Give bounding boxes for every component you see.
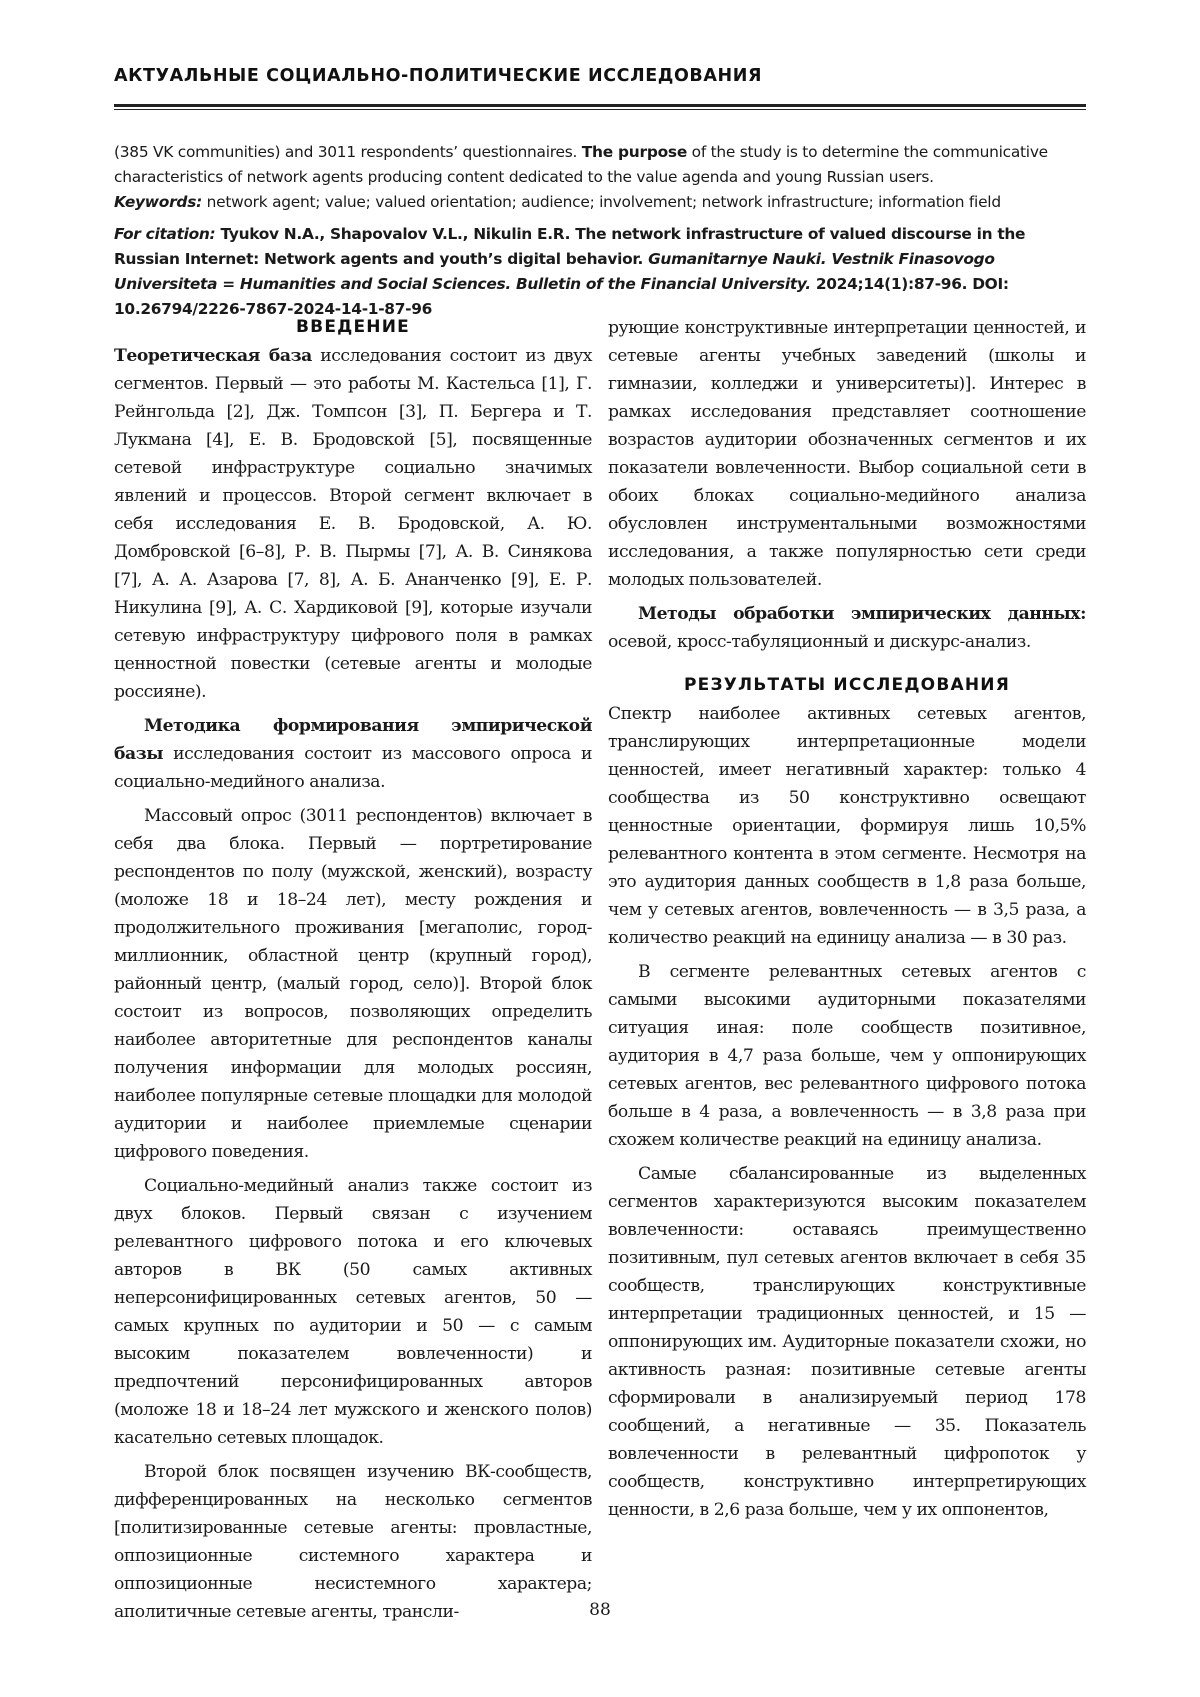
citation-details: 2024;14(1):87-96. DOI: 10.26794/2226-7867-2024-14-1-87-96 — [114, 275, 1009, 318]
paragraph-continuation: рующие конструктивные интерпретации ценностей, и сетевые агенты учебных заведений (школы и гимназии, колледжи и университеты)]. Интерес в рамках исследования представляет соотношение возрастов аудитории обозначенных сегментов и их показатели вовлеченности. Выбор социальной сети в обоих блоках социально-медийного анализа обусловлен инструментальными возможностями исследования, а также популярностью сети среди молодых пользователей. — [608, 318, 1086, 590]
keywords-label: Keywords: — [114, 193, 203, 211]
right-column — [608, 314, 1086, 1524]
method-text: исследования состоит из массового опроса и социально-медийного анализа. — [114, 744, 592, 792]
header-rule-thin — [114, 109, 1086, 110]
theory-bold: Теоретическая база — [114, 346, 312, 366]
theory-text: исследования состоит из двух сегментов. Первый — это работы М. Кастельса [1], Г. Рейнгольда [2], Дж. Томпсон [3], П. Бергера и Т. Лукмана [4], Е. В. Бродовской [5], посвященные сетевой инфраструктуре социально значимых явлений и процессов. Второй сегмент включает в себя исследования Е. В. Бродовской, А. Ю. Домбровской [6–8], Р. В. Пырмы [7], А. В. Синякова [7], А. А. Азарова [7, 8], А. Б. Ананченко [9], Е. Р. Никулина [9], А. С. Хардиковой [9], которые изучали сетевую инфраструктуру цифрового поля в рамках ценностной повестки (сетевые агенты и молодые россияне). — [114, 346, 592, 702]
paragraph-processing-methods — [608, 600, 1086, 656]
citation-authors: Tyukov N.A., Shapovalov V.L., Nikulin E.R. The network infrastructure of valued discourse in the Russian Internet: Network agents and youth’s digital behavior. — [114, 225, 1026, 268]
paragraph-media-analysis: Социально-медийный анализ также состоит из двух блоков. Первый связан с изучением релевантного цифрового потока и его ключевых авторов в ВК (50 самых активных неперсонифицированных сетевых агентов, 50 — самых крупных по аудитории и 50 — с самым высоким показателем вовлеченности) и предпочтений персонифицированных авторов (моложе 18 и 18–24 лет мужского и женского полов) касательно сетевых площадок. — [114, 1176, 592, 1448]
heading-results: РЕЗУЛЬТАТЫ ИССЛЕДОВАНИЯ — [684, 675, 1010, 695]
running-head: АКТУАЛЬНЫЕ СОЦИАЛЬНО-ПОЛИТИЧЕСКИЕ ИССЛЕДОВАНИЯ — [114, 66, 763, 86]
purpose-text: of the study is to determine the communicative characteristics of network agents producing content dedicated to the value agenda and young Russian users. — [114, 143, 1048, 186]
citation-block — [114, 222, 1086, 322]
processing-bold: Методы обработки эмпирических данных: — [638, 604, 1086, 624]
purpose-label: The purpose — [581, 143, 688, 161]
paragraph-results-2: В сегменте релевантных сетевых агентов с самыми высокими аудиторными показателями ситуация иная: поле сообществ позитивное, аудитория в 4,7 раза больше, чем у оппонирующих сетевых агентов, вес релевантного цифрового потока больше в 4 раза, а вовлеченность — в 3,8 раза при схожем количестве реакций на единицу анализа. — [608, 962, 1086, 1150]
processing-text: осевой, кросс-табуляционный и дискурс-анализ. — [608, 632, 1031, 652]
paragraph-results-1: Спектр наиболее активных сетевых агентов, транслирующих интерпретационные модели ценностей, имеет негативный характер: только 4 сообщества из 50 конструктивно освещают ценностные ориентации, формируя лишь 10,5% релевантного контента в этом сегменте. Несмотря на это аудитория данных сообществ в 1,8 раза больше, чем у сетевых агентов, вовлеченность — в 3,5 раза, а количество реакций на единицу анализа — в 30 раз. — [608, 704, 1086, 948]
paragraph-second-block: Второй блок посвящен изучению ВК-сообществ, дифференцированных на несколько сегментов [политизированные сетевые агенты: провластные, оппозиционные системного характера и оппозиционные несистемного характера; аполитичные сетевые агенты, трансли- — [114, 1462, 592, 1622]
paragraph-method — [114, 712, 592, 796]
paragraph-survey: Массовый опрос (3011 респондентов) включает в себя два блока. Первый — портретирование респондентов по полу (мужской, женский), возрасту (моложе 18 и 18–24 лет), месту рождения и продолжительного проживания [мегаполис, город-миллионник, областной центр (крупный город), районный центр, (малый город, село)]. Второй блок состоит из вопросов, позволяющих определить наиболее авторитетные для респондентов каналы получения информации для молодых россиян, наиболее популярные сетевые площадки для молодой аудитории и наиболее приемлемые сценарии цифрового поведения. — [114, 806, 592, 1162]
page-number: 88 — [589, 1600, 611, 1620]
keywords-text: network agent; value; valued orientation; audience; involvement; network infrastructure; information field — [202, 193, 1001, 211]
method-bold: Методика формирования эмпирической базы — [114, 716, 592, 764]
heading-introduction: ВВЕДЕНИЕ — [296, 317, 410, 337]
abstract-lead: (385 VK communities) and 3011 respondents’ questionnaires. — [114, 143, 582, 161]
citation-label: For citation: — [114, 225, 216, 243]
left-column — [114, 314, 592, 1626]
citation-journal: Gumanitarnye Nauki. Vestnik Finasovogo Universiteta = Humanities and Social Sciences. Bulletin of the Financial University. — [114, 250, 995, 293]
paragraph-results-3: Самые сбалансированные из выделенных сегментов характеризуются высоким показателем вовлеченности: оставаясь преимущественно позитивным, пул сетевых агентов включает в себя 35 сообществ, транслирующих конструктивные интерпретации традиционных ценностей, и 15 — оппонирующих им. Аудиторные показатели схожи, но активность разная: позитивные сетевые агенты сформировали в анализируемый период 178 сообщений, а негативные — 35. Показатель вовлеченности в релевантный цифропоток у сообществ, конструктивно интерпретирующих ценности, в 2,6 раза больше, чем у их оппонентов, — [608, 1164, 1086, 1520]
abstract-block — [114, 140, 1086, 215]
paragraph-theory — [114, 342, 592, 706]
header-rule-thick — [114, 104, 1086, 107]
